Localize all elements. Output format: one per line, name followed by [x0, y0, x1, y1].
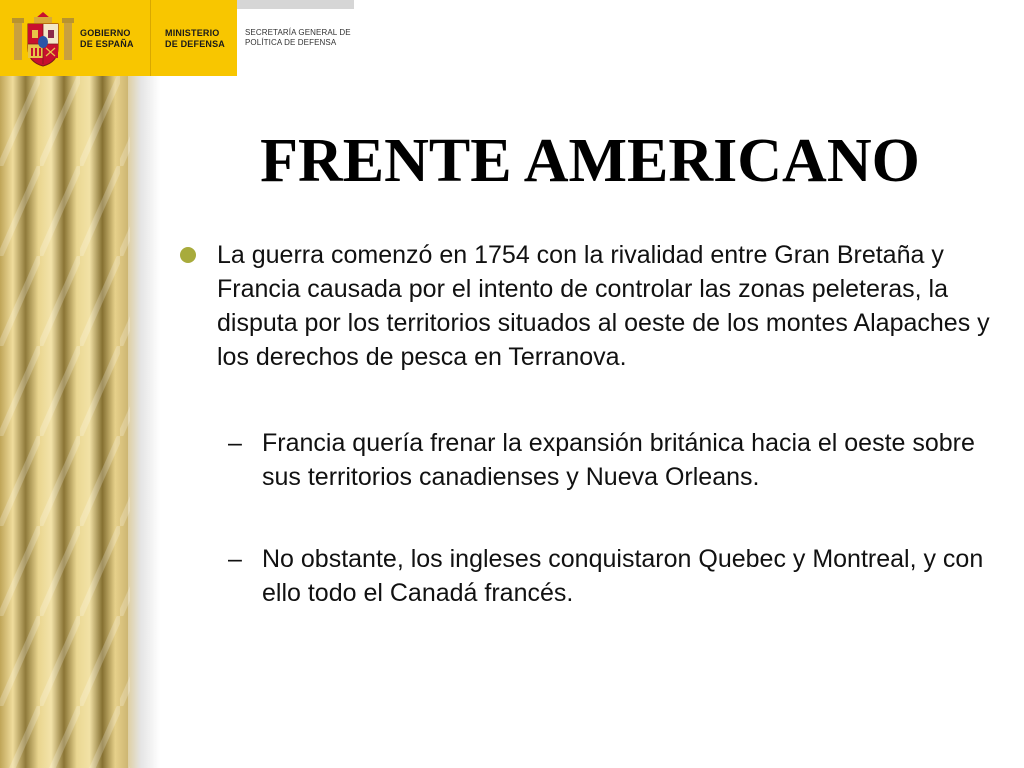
dash-marker: –: [228, 429, 242, 457]
main-bullet: [176, 238, 1006, 374]
main-bullet-text: La guerra comenzó en 1754 con la rivalidad entre Gran Bretaña y Francia causada por el intento de controlar las zonas peleteras, la disputa por los territorios situados al oeste de los montes Alapaches y los derechos de pesca en Terranova.: [217, 241, 990, 371]
coat-of-arms-icon: [12, 8, 74, 70]
bullet-dot-icon: [180, 247, 196, 263]
column-graphic: [0, 76, 160, 768]
decorative-column: [0, 76, 160, 768]
secretariat-line-1: SECRETARÍA GENERAL DE: [245, 28, 351, 37]
header-gray-strip: [237, 0, 354, 9]
secretariat-line-2: POLÍTICA DE DEFENSA: [245, 38, 337, 47]
dash-marker: –: [228, 545, 242, 573]
sub-bullet-text: Francia quería frenar la expansión británica hacia el oeste sobre sus territorios canadienses y Nueva Orleans.: [262, 429, 975, 491]
sub-bullet-item: [176, 426, 1006, 494]
ministry-line-1: MINISTERIO: [165, 28, 220, 38]
sub-bullet-text: No obstante, los ingleses conquistaron Quebec y Montreal, y con ello todo el Canadá francés.: [262, 545, 984, 607]
government-line-1: GOBIERNO: [80, 28, 131, 38]
government-block: [0, 0, 237, 76]
secretariat-label: [245, 28, 351, 48]
ministry-line-2: DE DEFENSA: [165, 39, 226, 49]
header-divider: [150, 0, 151, 76]
header-banner: [0, 0, 354, 76]
sub-bullet-item: [176, 542, 1006, 610]
sub-bullet-list: [176, 426, 1006, 610]
government-label: [80, 28, 134, 50]
ministry-label: [165, 28, 225, 50]
government-line-2: DE ESPAÑA: [80, 39, 134, 49]
slide-title: FRENTE AMERICANO: [260, 127, 920, 195]
slide-body: [176, 238, 1006, 658]
